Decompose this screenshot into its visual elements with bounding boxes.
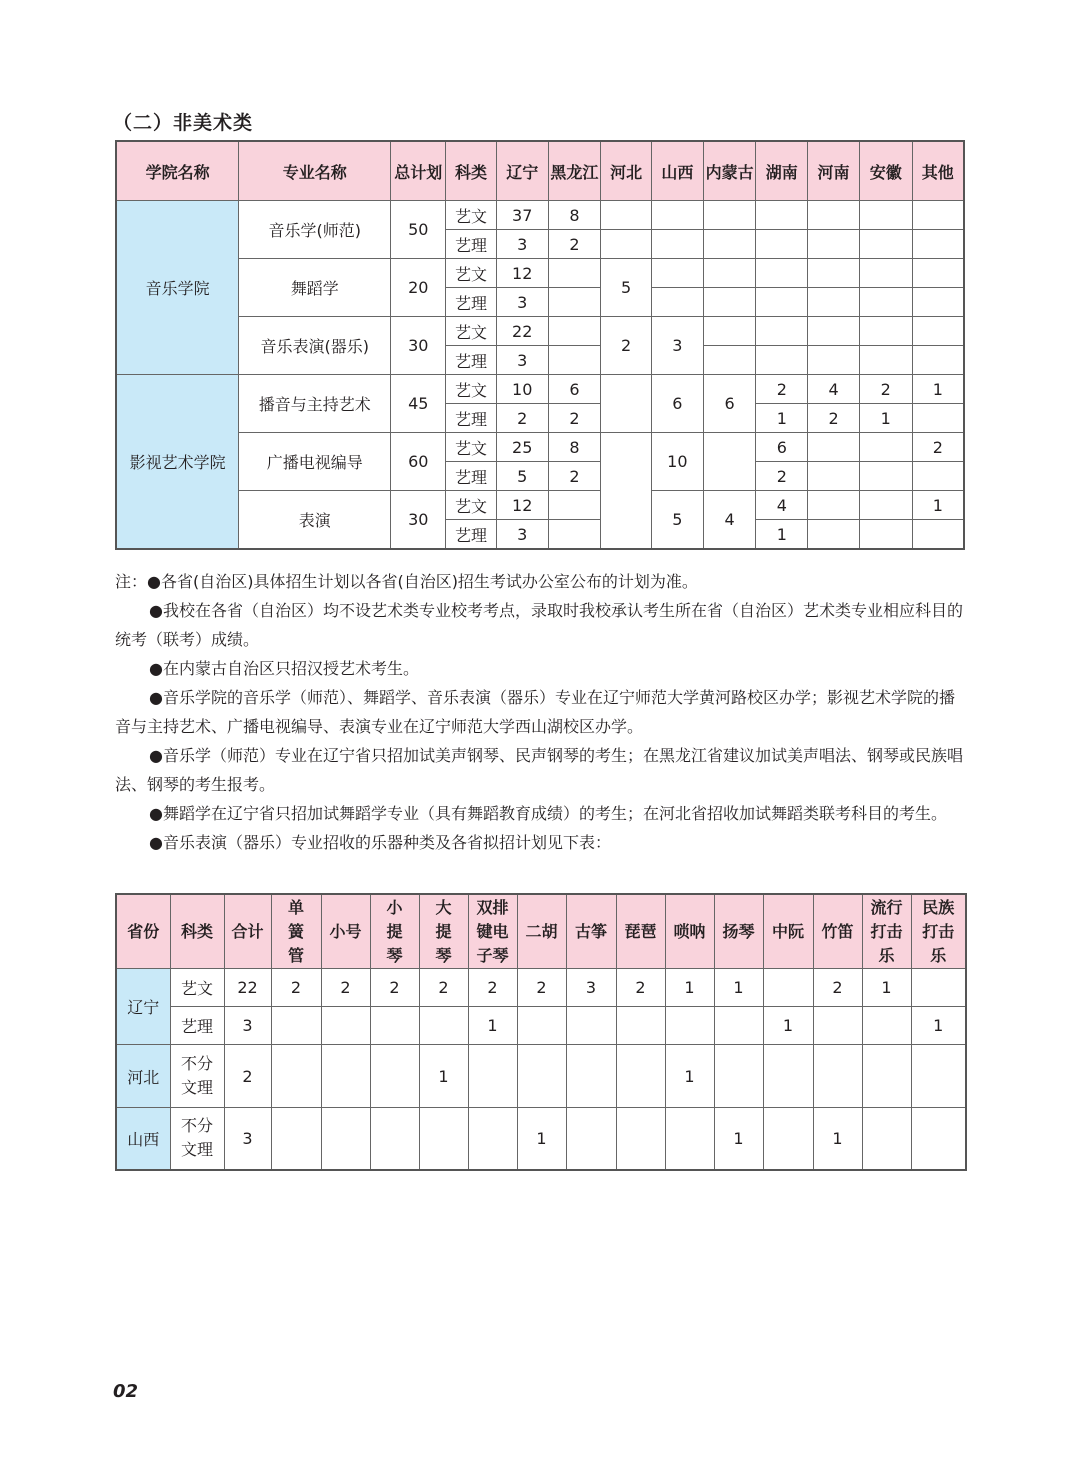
value-cell (370, 1007, 419, 1045)
col-header-line: 省份 (127, 921, 160, 941)
value-cell: 1 (862, 969, 911, 1007)
value-cell (911, 969, 966, 1007)
value-cell (601, 375, 652, 433)
value-cell (703, 259, 756, 288)
value-cell (601, 230, 652, 259)
value-cell (912, 201, 964, 230)
value-cell: 2 (224, 1045, 271, 1108)
value-cell: 12 (496, 491, 548, 520)
col-header (714, 894, 763, 969)
value-cell (756, 346, 808, 375)
value-cell: 2 (548, 462, 601, 491)
category-cell: 艺理 (446, 462, 497, 491)
col-header (665, 894, 714, 969)
value-cell: 1 (911, 1007, 966, 1045)
value-cell (912, 520, 964, 550)
value-cell: 4 (756, 491, 808, 520)
col-header: 黑龙江 (548, 141, 601, 201)
col-header (911, 894, 966, 969)
col-header (224, 894, 271, 969)
college-cell: 影视艺术学院 (116, 375, 239, 550)
col-header-line: 小 (386, 897, 403, 917)
value-cell: 1 (468, 1007, 517, 1045)
col-header (271, 894, 321, 969)
col-header-line: 提 (435, 921, 452, 941)
value-cell: 1 (714, 1108, 763, 1170)
value-cell (548, 491, 601, 520)
col-header-line: 乐 (878, 945, 895, 965)
col-header (370, 894, 419, 969)
category-cell: 艺文 (170, 969, 224, 1007)
value-cell: 3 (496, 230, 548, 259)
note-line: ●舞蹈学在辽宁省只招加试舞蹈学专业（具有舞蹈教育成绩）的考生；在河北省招收加试舞蹈类联考科目的考生。 (149, 804, 947, 823)
value-cell (665, 1007, 714, 1045)
col-header-line: 琵琶 (624, 921, 657, 941)
value-cell: 6 (548, 375, 601, 404)
province-cell: 河北 (116, 1045, 170, 1108)
value-cell (714, 1045, 763, 1108)
col-header-line: 合计 (231, 921, 264, 941)
value-cell (859, 201, 912, 230)
value-cell (859, 491, 912, 520)
col-header-line: 扬琴 (722, 921, 755, 941)
value-cell: 3 (224, 1108, 271, 1170)
value-cell: 2 (321, 969, 370, 1007)
category-cell: 艺文 (446, 491, 497, 520)
col-header-line: 单 (287, 897, 304, 917)
value-cell: 10 (652, 433, 704, 491)
table2-header-row (116, 894, 966, 969)
value-cell: 1 (813, 1108, 862, 1170)
value-cell (517, 1007, 566, 1045)
col-header: 科类 (446, 141, 497, 201)
value-cell (808, 288, 860, 317)
col-header (116, 894, 170, 969)
value-cell (763, 1108, 813, 1170)
value-cell (703, 201, 756, 230)
value-cell (859, 346, 912, 375)
value-cell (468, 1108, 517, 1170)
table-row (116, 491, 964, 520)
value-cell: 5 (601, 259, 652, 317)
value-cell: 2 (859, 375, 912, 404)
col-header-line: 流行 (870, 897, 903, 917)
table-row (116, 375, 964, 404)
table-row (116, 1007, 966, 1045)
admission-plan-table (115, 140, 965, 550)
value-cell: 2 (370, 969, 419, 1007)
col-header-line: 提 (386, 921, 403, 941)
value-cell (321, 1007, 370, 1045)
col-header-line: 乐 (930, 945, 947, 965)
value-cell (912, 346, 964, 375)
note-line: ●音乐学（师范）专业在辽宁省只招加试美声钢琴、民声钢琴的考生；在黑龙江省建议加试美声唱法、钢琴或民族唱法、钢琴的考生报考。 (115, 746, 963, 794)
value-cell: 1 (665, 1045, 714, 1108)
col-header: 山西 (652, 141, 704, 201)
value-cell (714, 1007, 763, 1045)
value-cell: 10 (496, 375, 548, 404)
category-cell: 艺理 (446, 404, 497, 433)
value-cell: 6 (652, 375, 704, 433)
value-cell: 1 (763, 1007, 813, 1045)
category-cell: 艺文 (446, 259, 497, 288)
col-header: 专业名称 (239, 141, 391, 201)
value-cell: 25 (496, 433, 548, 462)
value-cell (652, 201, 704, 230)
value-cell (808, 433, 860, 462)
value-cell (548, 346, 601, 375)
value-cell: 3 (496, 288, 548, 317)
table-row (116, 201, 964, 230)
col-header-line: 民族 (922, 897, 955, 917)
value-cell (808, 259, 860, 288)
value-cell (321, 1108, 370, 1170)
value-cell (271, 1007, 321, 1045)
col-header: 内蒙古 (703, 141, 756, 201)
col-header: 安徽 (859, 141, 912, 201)
value-cell: 1 (859, 404, 912, 433)
value-cell (912, 288, 964, 317)
value-cell: 3 (496, 520, 548, 550)
value-cell: 8 (548, 433, 601, 462)
table-row (116, 1045, 966, 1108)
value-cell: 3 (224, 1007, 271, 1045)
value-cell (763, 1045, 813, 1108)
category-cell: 艺文 (446, 433, 497, 462)
value-cell: 2 (813, 969, 862, 1007)
category-cell: 艺文 (446, 201, 497, 230)
col-header (170, 894, 224, 969)
note-line: 注：●各省(自治区)具体招生计划以各省(自治区)招生考试办公室公布的计划为准。 (115, 572, 698, 591)
table1-header-row (116, 141, 964, 201)
col-header-line: 古筝 (574, 921, 607, 941)
province-cell: 山西 (116, 1108, 170, 1170)
category-cell: 艺理 (170, 1007, 224, 1045)
total-cell: 60 (391, 433, 446, 491)
value-cell (808, 346, 860, 375)
value-cell (859, 520, 912, 550)
value-cell (859, 288, 912, 317)
value-cell: 2 (912, 433, 964, 462)
value-cell: 2 (548, 404, 601, 433)
col-header (813, 894, 862, 969)
value-cell (601, 433, 652, 550)
table-row (116, 1108, 966, 1170)
value-cell: 37 (496, 201, 548, 230)
value-cell (468, 1045, 517, 1108)
value-cell (548, 288, 601, 317)
value-cell: 12 (496, 259, 548, 288)
value-cell (517, 1045, 566, 1108)
col-header-line: 管 (287, 945, 304, 965)
value-cell (616, 1108, 665, 1170)
value-cell (808, 317, 860, 346)
major-cell: 音乐学(师范) (239, 201, 391, 259)
note-line: ●我校在各省（自治区）均不设艺术类专业校考考点，录取时我校承认考生所在省（自治区）艺术类专业相应科目的统考（联考）成绩。 (115, 601, 963, 649)
value-cell (370, 1045, 419, 1108)
value-cell (859, 317, 912, 346)
value-cell (756, 230, 808, 259)
value-cell (703, 230, 756, 259)
col-header (321, 894, 370, 969)
col-header (616, 894, 665, 969)
value-cell (862, 1007, 911, 1045)
col-header-line: 双排 (476, 897, 509, 917)
value-cell: 2 (756, 462, 808, 491)
value-cell: 8 (548, 201, 601, 230)
col-header: 辽宁 (496, 141, 548, 201)
value-cell (703, 317, 756, 346)
note-line: ●音乐表演（器乐）专业招收的乐器种类及各省拟招计划见下表： (149, 833, 611, 852)
category-cell: 艺理 (446, 230, 497, 259)
value-cell (271, 1045, 321, 1108)
value-cell: 1 (756, 404, 808, 433)
value-cell: 1 (665, 969, 714, 1007)
category-cell: 艺理 (446, 346, 497, 375)
value-cell (862, 1045, 911, 1108)
value-cell: 2 (756, 375, 808, 404)
col-header (566, 894, 616, 969)
value-cell: 5 (652, 491, 704, 550)
value-cell (808, 462, 860, 491)
value-cell: 2 (419, 969, 468, 1007)
major-cell: 表演 (239, 491, 391, 550)
value-cell (813, 1045, 862, 1108)
value-cell (756, 201, 808, 230)
value-cell: 2 (616, 969, 665, 1007)
value-cell (763, 969, 813, 1007)
value-cell (566, 1045, 616, 1108)
value-cell: 1 (714, 969, 763, 1007)
category-cell: 艺文 (446, 317, 497, 346)
value-cell (912, 317, 964, 346)
value-cell (419, 1007, 468, 1045)
value-cell (652, 288, 704, 317)
value-cell (756, 317, 808, 346)
value-cell: 22 (496, 317, 548, 346)
col-header: 学院名称 (116, 141, 239, 201)
value-cell: 2 (548, 230, 601, 259)
province-cell: 辽宁 (116, 969, 170, 1045)
value-cell: 2 (496, 404, 548, 433)
value-cell (616, 1007, 665, 1045)
value-cell: 6 (756, 433, 808, 462)
notes (115, 567, 965, 857)
value-cell (652, 259, 704, 288)
total-cell: 30 (391, 491, 446, 550)
value-cell (859, 462, 912, 491)
total-cell: 45 (391, 375, 446, 433)
value-cell: 1 (517, 1108, 566, 1170)
category-cell: 艺理 (446, 520, 497, 550)
value-cell (808, 491, 860, 520)
value-cell (756, 259, 808, 288)
value-cell: 1 (912, 375, 964, 404)
value-cell (703, 346, 756, 375)
value-cell (912, 259, 964, 288)
col-header (763, 894, 813, 969)
col-header (468, 894, 517, 969)
value-cell: 1 (912, 491, 964, 520)
value-cell (808, 520, 860, 550)
value-cell (859, 433, 912, 462)
col-header-line: 子琴 (476, 945, 509, 965)
col-header-line: 唢呐 (673, 921, 706, 941)
col-header (862, 894, 911, 969)
value-cell: 6 (703, 375, 756, 433)
table-row (116, 317, 964, 346)
college-cell: 音乐学院 (116, 201, 239, 375)
value-cell: 3 (652, 317, 704, 375)
value-cell: 2 (601, 317, 652, 375)
col-header-line: 簧 (287, 921, 304, 941)
table-row (116, 969, 966, 1007)
value-cell (548, 520, 601, 550)
value-cell (911, 1108, 966, 1170)
major-cell: 广播电视编导 (239, 433, 391, 491)
major-cell: 播音与主持艺术 (239, 375, 391, 433)
col-header-line: 中阮 (771, 921, 804, 941)
category-cell: 不分文理 (170, 1045, 224, 1108)
value-cell (912, 404, 964, 433)
value-cell (652, 230, 704, 259)
col-header-line: 打击 (870, 921, 903, 941)
value-cell (566, 1108, 616, 1170)
value-cell (703, 288, 756, 317)
value-cell: 3 (496, 346, 548, 375)
total-cell: 20 (391, 259, 446, 317)
value-cell (912, 230, 964, 259)
category-cell: 不分文理 (170, 1108, 224, 1170)
note-line: ●在内蒙古自治区只招汉授艺术考生。 (149, 659, 419, 678)
col-header-line: 琴 (386, 945, 403, 965)
value-cell (665, 1108, 714, 1170)
major-cell: 音乐表演(器乐) (239, 317, 391, 375)
value-cell (813, 1007, 862, 1045)
page-number: 02 (113, 1381, 139, 1402)
value-cell: 2 (517, 969, 566, 1007)
value-cell (911, 1045, 966, 1108)
table-row (116, 259, 964, 288)
col-header-line: 键电 (476, 921, 509, 941)
category-cell: 艺理 (446, 288, 497, 317)
col-header: 总计划 (391, 141, 446, 201)
col-header: 河南 (808, 141, 860, 201)
value-cell (808, 230, 860, 259)
col-header (517, 894, 566, 969)
category-cell: 艺文 (446, 375, 497, 404)
col-header (419, 894, 468, 969)
col-header-line: 小号 (329, 921, 362, 941)
value-cell (859, 230, 912, 259)
value-cell: 1 (419, 1045, 468, 1108)
col-header-line: 打击 (922, 921, 955, 941)
instrument-plan-table (115, 893, 967, 1171)
value-cell (321, 1045, 370, 1108)
value-cell: 4 (808, 375, 860, 404)
value-cell (756, 288, 808, 317)
value-cell (912, 462, 964, 491)
value-cell: 1 (756, 520, 808, 550)
col-header: 河北 (601, 141, 652, 201)
value-cell (548, 259, 601, 288)
value-cell (862, 1108, 911, 1170)
value-cell (548, 317, 601, 346)
col-header: 其他 (912, 141, 964, 201)
col-header: 湖南 (756, 141, 808, 201)
table-row (116, 433, 964, 462)
col-header-line: 科类 (180, 921, 213, 941)
value-cell: 2 (468, 969, 517, 1007)
value-cell (808, 201, 860, 230)
col-header-line: 竹笛 (821, 921, 854, 941)
value-cell (859, 259, 912, 288)
section-title: （二）非美术类 (113, 112, 254, 134)
value-cell: 22 (224, 969, 271, 1007)
total-cell: 30 (391, 317, 446, 375)
note-line: ●音乐学院的音乐学（师范）、舞蹈学、音乐表演（器乐）专业在辽宁师范大学黄河路校区办学；影视艺术学院的播音与主持艺术、广播电视编导、表演专业在辽宁师范大学西山湖校区办学。 (115, 688, 955, 736)
major-cell: 舞蹈学 (239, 259, 391, 317)
value-cell (419, 1108, 468, 1170)
value-cell: 2 (271, 969, 321, 1007)
value-cell (703, 433, 756, 491)
col-header-line: 大 (435, 897, 452, 917)
value-cell: 3 (566, 969, 616, 1007)
value-cell: 4 (703, 491, 756, 550)
value-cell (271, 1108, 321, 1170)
value-cell (566, 1007, 616, 1045)
value-cell (616, 1045, 665, 1108)
value-cell (370, 1108, 419, 1170)
value-cell: 2 (808, 404, 860, 433)
value-cell (601, 201, 652, 230)
value-cell: 5 (496, 462, 548, 491)
col-header-line: 二胡 (525, 921, 558, 941)
total-cell: 50 (391, 201, 446, 259)
col-header-line: 琴 (435, 945, 452, 965)
